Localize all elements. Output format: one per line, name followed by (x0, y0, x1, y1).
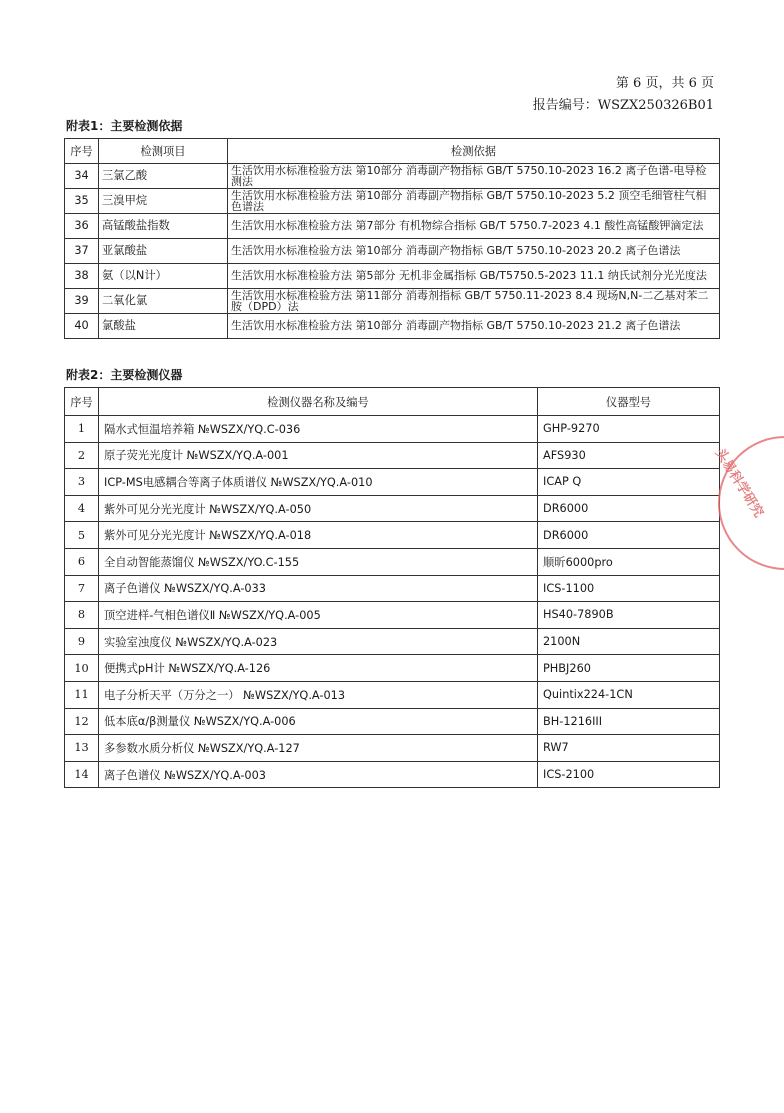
cell-no: 12 (65, 708, 99, 735)
table-row (65, 469, 720, 496)
cell-name: 原子荧光光度计 №WSZX/YQ.A-001 (99, 442, 538, 469)
cell-model: RW7 (538, 735, 720, 762)
cell-model: PHBJ260 (538, 655, 720, 682)
cell-name: 便携式pH计 №WSZX/YQ.A-126 (99, 655, 538, 682)
cell-basis: 生活饮用水标准检验方法 第10部分 消毒副产物指标 GB/T 5750.10-2023 21.2 离子色谱法 (228, 314, 720, 339)
cell-no: 35 (65, 189, 99, 214)
cell-no: 37 (65, 239, 99, 264)
cell-no: 2 (65, 442, 99, 469)
cell-name: 离子色谱仪 №WSZX/YQ.A-003 (99, 761, 538, 788)
cell-name: ICP-MS电感耦合等离子体质谱仪 №WSZX/YQ.A-010 (99, 469, 538, 496)
cell-no: 34 (65, 164, 99, 189)
cell-name: 顶空进样-气相色谱仪Ⅱ №WSZX/YQ.A-005 (99, 602, 538, 629)
cell-item: 亚氯酸盐 (99, 239, 228, 264)
cell-no: 14 (65, 761, 99, 788)
cell-model: 2100N (538, 628, 720, 655)
cell-basis: 生活饮用水标准检验方法 第11部分 消毒剂指标 GB/T 5750.11-2023 8.4 现场N,N-二乙基对苯二胺（DPD）法 (228, 289, 720, 314)
cell-no: 10 (65, 655, 99, 682)
table-row (65, 575, 720, 602)
table-row (65, 442, 720, 469)
table-row (65, 189, 720, 214)
table-row (65, 214, 720, 239)
table-row (65, 735, 720, 762)
test-basis-table (64, 138, 720, 339)
table-header-row (65, 388, 720, 416)
table-header-row (65, 139, 720, 164)
cell-model: GHP-9270 (538, 416, 720, 443)
cell-no: 6 (65, 548, 99, 575)
cell-name: 紫外可见分光光度计 №WSZX/YQ.A-050 (99, 495, 538, 522)
col-header-instrument: 检测仪器名称及编号 (99, 388, 538, 416)
table-row (65, 761, 720, 788)
cell-model: AFS930 (538, 442, 720, 469)
cell-basis: 生活饮用水标准检验方法 第10部分 消毒副产物指标 GB/T 5750.10-2023 5.2 顶空毛细管柱气相色谱法 (228, 189, 720, 214)
seal-text: 头易科学研究 (711, 446, 766, 521)
table-row (65, 681, 720, 708)
cell-item: 氯酸盐 (99, 314, 228, 339)
table-row (65, 416, 720, 443)
cell-model: DR6000 (538, 495, 720, 522)
cell-no: 11 (65, 681, 99, 708)
cell-basis: 生活饮用水标准检验方法 第10部分 消毒副产物指标 GB/T 5750.10-2023 20.2 离子色谱法 (228, 239, 720, 264)
section2-title: 附表2：主要检测仪器 (66, 368, 183, 382)
table-row (65, 548, 720, 575)
cell-item: 高锰酸盐指数 (99, 214, 228, 239)
report-number: 报告编号：WSZX250326B01 (532, 98, 714, 113)
cell-no: 7 (65, 575, 99, 602)
col-header-no: 序号 (65, 139, 99, 164)
table-row (65, 314, 720, 339)
cell-no: 8 (65, 602, 99, 629)
cell-name: 紫外可见分光光度计 №WSZX/YQ.A-018 (99, 522, 538, 549)
cell-model: ICS-2100 (538, 761, 720, 788)
cell-no: 36 (65, 214, 99, 239)
cell-basis: 生活饮用水标准检验方法 第10部分 消毒副产物指标 GB/T 5750.10-2023 16.2 离子色谱-电导检测法 (228, 164, 720, 189)
table-row (65, 495, 720, 522)
instrument-table (64, 387, 720, 788)
table-row (65, 289, 720, 314)
table-row (65, 628, 720, 655)
cell-no: 13 (65, 735, 99, 762)
cell-no: 5 (65, 522, 99, 549)
cell-no: 39 (65, 289, 99, 314)
cell-model: BH-1216III (538, 708, 720, 735)
cell-name: 离子色谱仪 №WSZX/YQ.A-033 (99, 575, 538, 602)
cell-model: Quintix224-1CN (538, 681, 720, 708)
cell-item: 三溴甲烷 (99, 189, 228, 214)
cell-no: 40 (65, 314, 99, 339)
cell-model: DR6000 (538, 522, 720, 549)
cell-name: 多参数水质分析仪 №WSZX/YQ.A-127 (99, 735, 538, 762)
cell-model: HS40-7890B (538, 602, 720, 629)
cell-item: 三氯乙酸 (99, 164, 228, 189)
col-header-model: 仪器型号 (538, 388, 720, 416)
cell-no: 3 (65, 469, 99, 496)
cell-name: 全自动智能蒸馏仪 №WSZX/YO.C-155 (99, 548, 538, 575)
page-number: 第 6 页，共 6 页 (615, 76, 714, 91)
section1-title: 附表1：主要检测依据 (66, 119, 183, 133)
cell-basis: 生活饮用水标准检验方法 第7部分 有机物综合指标 GB/T 5750.7-2023 4.1 酸性高锰酸钾滴定法 (228, 214, 720, 239)
cell-name: 实验室浊度仪 №WSZX/YQ.A-023 (99, 628, 538, 655)
table-row (65, 522, 720, 549)
cell-no: 4 (65, 495, 99, 522)
cell-item: 氨（以N计） (99, 264, 228, 289)
cell-model: 顺昕6000pro (538, 548, 720, 575)
cell-name: 电子分析天平（万分之一） №WSZX/YQ.A-013 (99, 681, 538, 708)
table-row (65, 264, 720, 289)
col-header-basis: 检测依据 (228, 139, 720, 164)
cell-no: 9 (65, 628, 99, 655)
table-row (65, 655, 720, 682)
table-row (65, 602, 720, 629)
cell-model: ICS-1100 (538, 575, 720, 602)
cell-basis: 生活饮用水标准检验方法 第5部分 无机非金属指标 GB/T5750.5-2023 11.1 纳氏试剂分光光度法 (228, 264, 720, 289)
cell-no: 1 (65, 416, 99, 443)
table-row (65, 164, 720, 189)
table-row (65, 708, 720, 735)
cell-model: ICAP Q (538, 469, 720, 496)
cell-item: 二氧化氯 (99, 289, 228, 314)
cell-name: 低本底α/β测量仪 №WSZX/YQ.A-006 (99, 708, 538, 735)
col-header-no: 序号 (65, 388, 99, 416)
col-header-item: 检测项目 (99, 139, 228, 164)
cell-no: 38 (65, 264, 99, 289)
table-row (65, 239, 720, 264)
cell-name: 隔水式恒温培养箱 №WSZX/YQ.C-036 (99, 416, 538, 443)
